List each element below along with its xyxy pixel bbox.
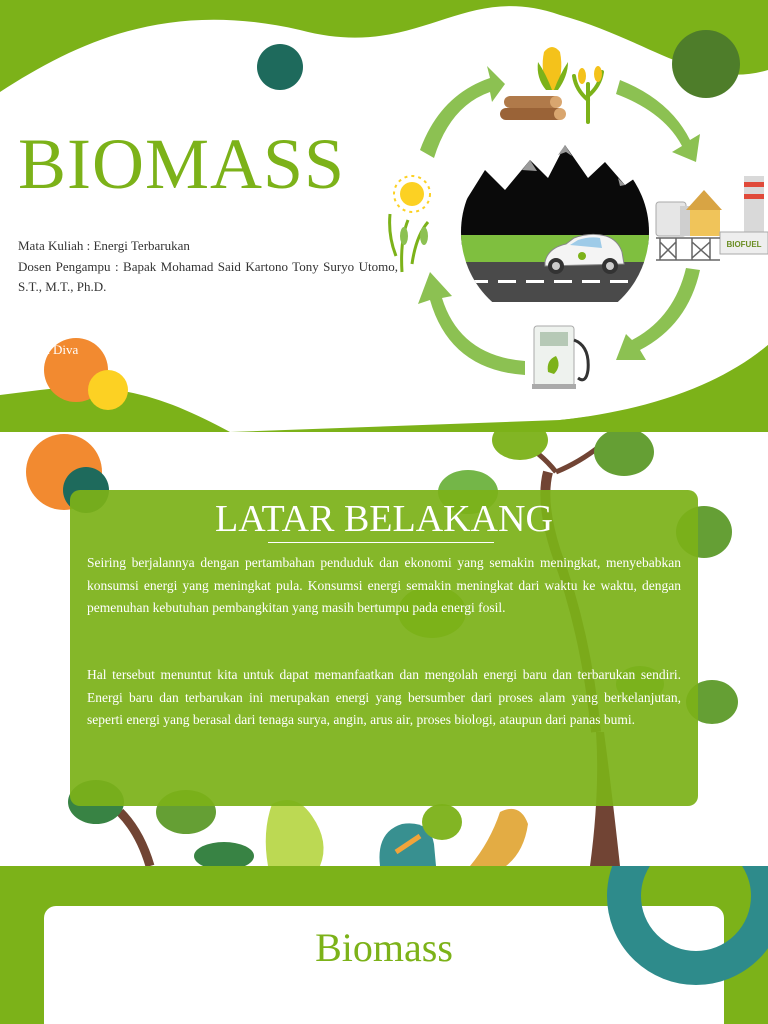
logs-icon xyxy=(500,96,566,120)
biomass-cycle-diagram xyxy=(370,30,768,402)
slide-latar-belakang xyxy=(0,432,768,866)
biofuel-factory-icon xyxy=(656,176,768,260)
latar-belakang-panel xyxy=(70,490,698,806)
author-name: Adara Diva xyxy=(18,342,79,357)
teal-dot xyxy=(257,44,303,90)
slide-cover xyxy=(0,0,768,432)
cover-title: BIOMASS xyxy=(18,124,346,204)
lecturer-line: Dosen Pengampu : Bapak Mohamad Said Kartono Tony Suryo Utomo, S.T., M.T., Ph.D. xyxy=(18,258,398,294)
scene-circle xyxy=(460,138,650,328)
paragraph-2: Hal tersebut menuntut kita untuk dapat memanfaatkan dan mengolah energi baru dan terbarukan sendiri. Energi baru dan terbarukan ini merupakan energi yang bersumber dari proses alam yang berkelanjutan, seperti energi yang berasal dari tenaga surya, angin, arus air, proses biologi, ataupun dari panas bumi. xyxy=(87,667,681,727)
plant-icon xyxy=(574,66,602,122)
corn-icon xyxy=(538,47,568,90)
plant-icon xyxy=(390,214,428,272)
paragraph-1: Seiring berjalannya dengan pertambahan penduduk dan ekonomi yang semakin meningkat, menyebabkan konsumsi energi yang meningkat pula. Konsumsi energi semakin meningkat dari waktu ke waktu, dengan pemenuhan kebutuhan pembangkitan yang masih bertumpu pada energi fosil. xyxy=(87,555,681,615)
section-title: LATAR BELAKANG xyxy=(215,498,553,540)
yellow-dot xyxy=(88,370,128,410)
sun-icon xyxy=(394,176,430,212)
cover-info xyxy=(18,236,398,298)
teal-ring-decoration xyxy=(606,866,768,986)
title-divider xyxy=(268,542,494,543)
fuel-pump-icon xyxy=(532,326,588,389)
biofuel-label: BIOFUEL xyxy=(726,240,762,249)
slide-biomass xyxy=(0,866,768,1024)
course-line: Mata Kuliah : Energi Terbarukan xyxy=(18,238,190,253)
biomass-heading: Biomass xyxy=(315,925,453,970)
